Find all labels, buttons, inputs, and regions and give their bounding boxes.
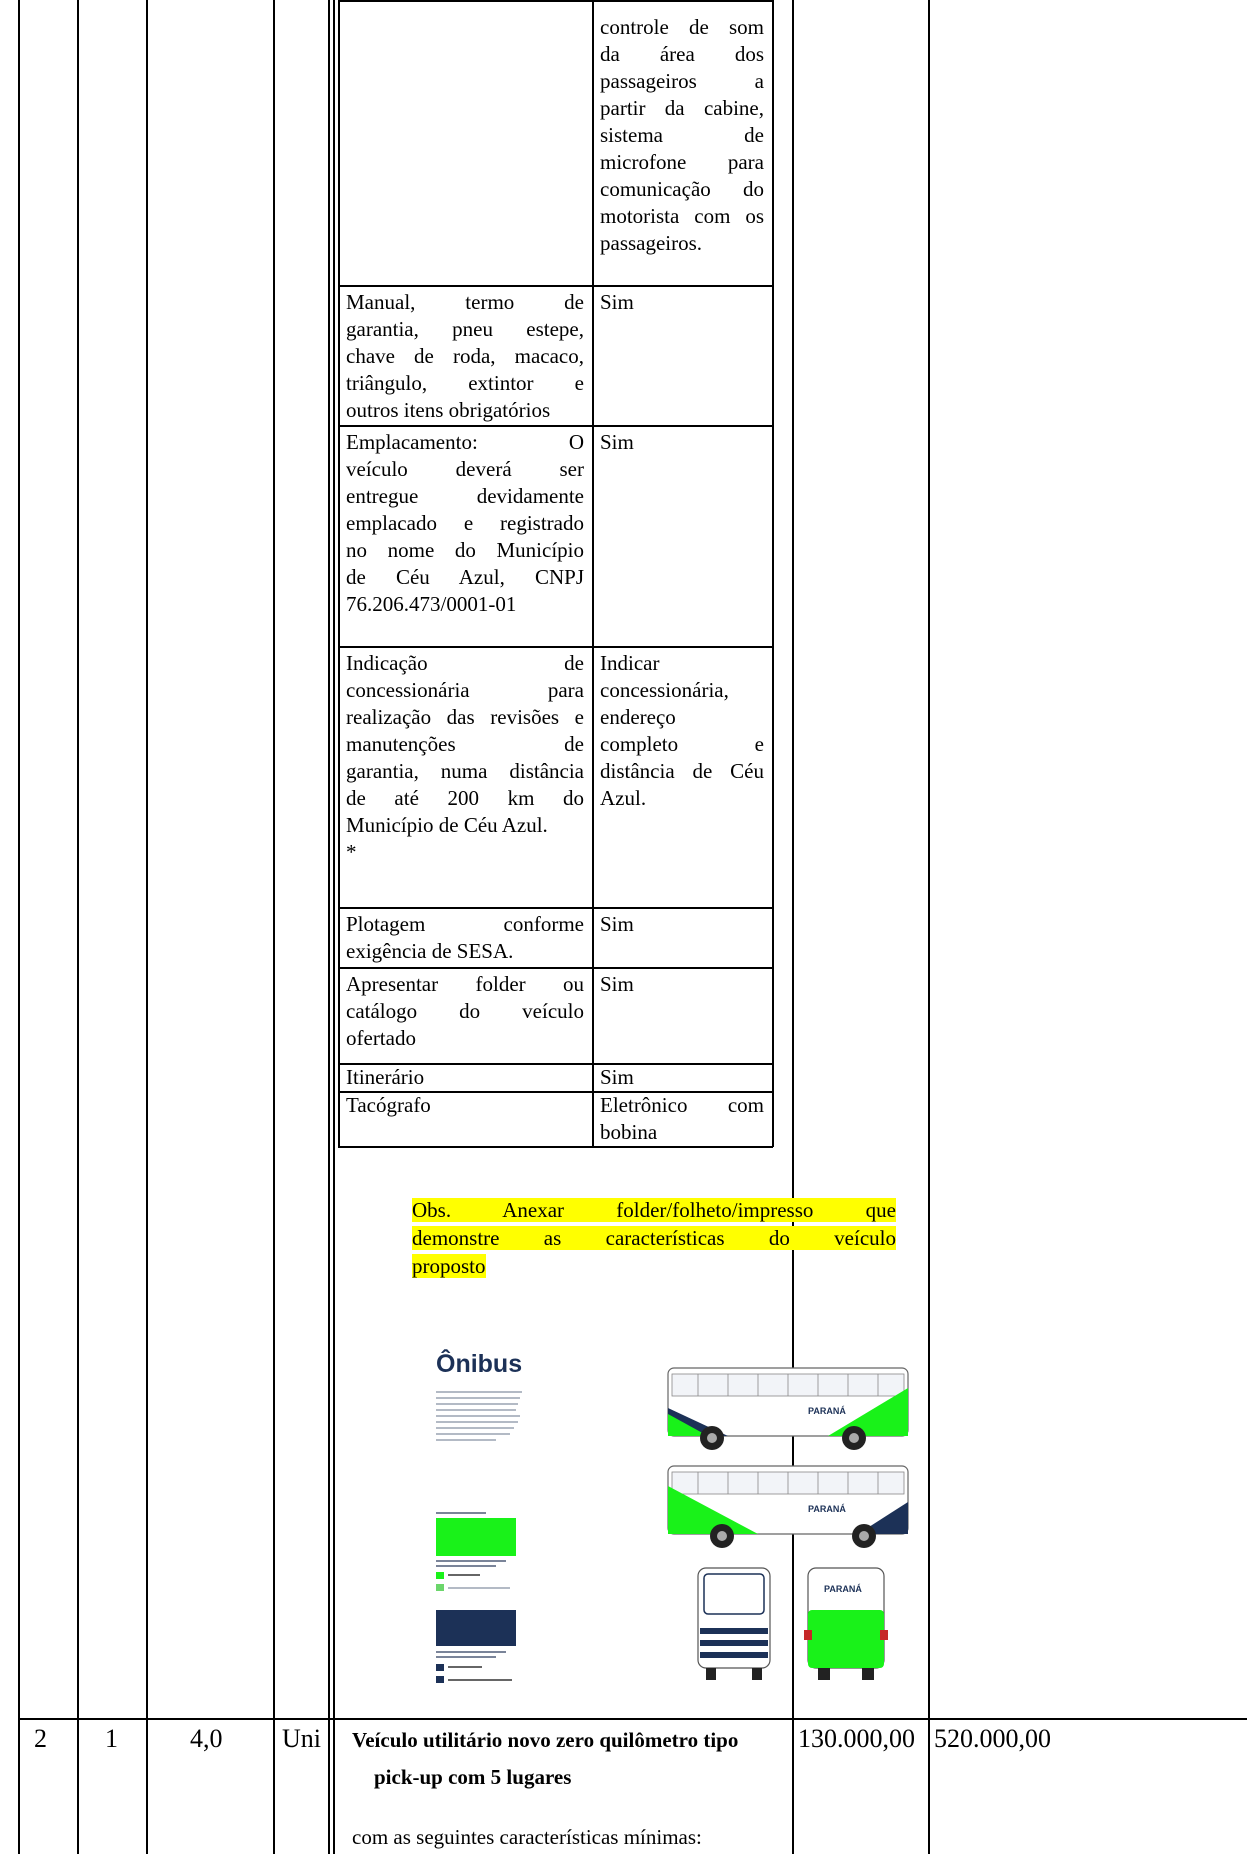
- spec-feature-line: Itinerário: [346, 1065, 425, 1089]
- spec-value-line: passageiros a: [600, 69, 764, 93]
- navy-swatch-small: [436, 1664, 444, 1671]
- col-divider-2: [146, 0, 148, 1854]
- spec-feature-line: no nome do Município: [346, 538, 584, 562]
- spec-value-cell: [600, 971, 764, 998]
- green-swatch-small: [436, 1584, 444, 1591]
- swatch-label-line: [436, 1651, 506, 1653]
- obs-line: proposto: [412, 1254, 486, 1278]
- row2-unit-price: 130.000,00: [798, 1724, 915, 1753]
- spec-value-line: bobina: [600, 1120, 658, 1144]
- spec-value-line: Eletrônico com: [600, 1093, 764, 1117]
- col-divider-6: [928, 0, 930, 1854]
- spec-row-sep: [338, 646, 773, 648]
- spec-feature-cell: [346, 429, 584, 618]
- navy-swatch: [436, 1610, 516, 1646]
- spec-value-cell: [600, 911, 764, 938]
- row2-description-subtitle: pick-up com 5 lugares: [374, 1765, 572, 1789]
- col-divider-4b: [333, 0, 335, 1854]
- figure-fine-print: [436, 1392, 522, 1440]
- spec-feature-line: Indicação de: [346, 651, 584, 675]
- row2-description-text: com as seguintes características mínimas:: [352, 1825, 702, 1849]
- spec-value-line: comunicação do: [600, 177, 764, 201]
- bus-brand-text: PARANÁ: [808, 1504, 846, 1514]
- col-divider-1: [77, 0, 79, 1854]
- spec-border-right: [772, 1036, 774, 1147]
- spec-col-divider: [592, 0, 594, 1036]
- row2-unit: Uni: [282, 1724, 321, 1753]
- spec-feature-line: outros itens obrigatórios: [346, 398, 551, 422]
- spec-feature-line: chave de roda, macaco,: [346, 344, 584, 368]
- row2-item-number: 2: [34, 1724, 47, 1753]
- spec-feature-cell: [346, 650, 584, 866]
- spec-value-line: Sim: [600, 430, 634, 454]
- col-divider-3: [273, 0, 275, 1854]
- spec-feature-line: de Céu Azul, CNPJ: [346, 565, 584, 589]
- spec-value-line: Sim: [600, 1065, 634, 1089]
- spec-col-divider: [592, 1036, 594, 1147]
- spec-value-line: Indicar: [600, 651, 660, 675]
- swatch-label-line: [436, 1512, 486, 1514]
- spec-row-sep: [338, 967, 773, 969]
- spec-value-line: Sim: [600, 290, 634, 314]
- spec-value-line: completo e: [600, 732, 764, 756]
- spec-feature-line: veículo deverá ser: [346, 457, 584, 481]
- spec-row-sep: [338, 425, 773, 427]
- spec-value-line: Sim: [600, 972, 634, 996]
- bus-front-view: [698, 1568, 770, 1680]
- spec-feature-line: triângulo, extintor e: [346, 371, 584, 395]
- spec-value-cell: [600, 429, 764, 456]
- spec-value-line: da área dos: [600, 42, 764, 66]
- obs-note: [412, 1196, 896, 1280]
- spec-value-cell: [600, 1092, 764, 1146]
- spec-feature-cell: [346, 971, 584, 1052]
- green-swatch: [436, 1518, 516, 1556]
- figure-title: Ônibus: [436, 1350, 523, 1378]
- col-divider-4a: [328, 0, 330, 1854]
- spec-feature-line: entregue devidamente: [346, 484, 584, 508]
- spec-feature-cell: [346, 1064, 584, 1091]
- spec-value-cell: [600, 1064, 764, 1091]
- swatch-label-line: [436, 1560, 506, 1562]
- spec-value-line: Azul.: [600, 786, 647, 810]
- bus-side-view-left: [668, 1368, 908, 1450]
- spec-feature-cell: [346, 289, 584, 424]
- spec-feature-line: catálogo do veículo: [346, 999, 584, 1023]
- spec-value-line: controle de som: [600, 15, 764, 39]
- spec-value-line: concessionária,: [600, 678, 729, 702]
- spec-feature-line: Município de Céu Azul.: [346, 813, 548, 837]
- spec-value-cell: [600, 650, 764, 812]
- spec-feature-line: garantia, pneu estepe,: [346, 317, 584, 341]
- spec-value-cell: [600, 289, 764, 316]
- spec-feature-line: garantia, numa distância: [346, 759, 584, 783]
- row2-lote: 1: [105, 1724, 118, 1753]
- spec-value-line: motorista com os: [600, 204, 764, 228]
- row-separator: [18, 1718, 1247, 1720]
- spec-value-line: partir da cabine,: [600, 96, 764, 120]
- spec-value-cell: [600, 14, 764, 257]
- spec-feature-line: realização das revisões e: [346, 705, 584, 729]
- spec-feature-line: concessionária para: [346, 678, 584, 702]
- spec-border-left: [338, 0, 340, 1036]
- navy-swatch-small: [436, 1676, 444, 1683]
- spec-feature-line: exigência de SESA.: [346, 939, 514, 963]
- spec-feature-line: emplacado e registrado: [346, 511, 584, 535]
- spec-bottom-border: [338, 1146, 773, 1148]
- spec-value-line: Sim: [600, 912, 634, 936]
- obs-line: Obs. Anexar folder/folheto/impresso que: [412, 1198, 896, 1222]
- spec-feature-line: de até 200 km do: [346, 786, 584, 810]
- spec-row-sep: [338, 907, 773, 909]
- spec-feature-line: manutenções de: [346, 732, 584, 756]
- spec-row-sep: [338, 285, 773, 287]
- spec-value-line: microfone para: [600, 150, 764, 174]
- spec-value-line: distância de Céu: [600, 759, 764, 783]
- spec-feature-line: Tacógrafo: [346, 1093, 431, 1117]
- spec-feature-line: Apresentar folder ou: [346, 972, 584, 996]
- spec-value-line: endereço: [600, 705, 676, 729]
- spec-value-line: passageiros.: [600, 231, 703, 255]
- spec-feature-cell: [346, 911, 584, 965]
- row2-description-title: Veículo utilitário novo zero quilômetro tipo: [352, 1728, 739, 1752]
- spec-value-line: sistema de: [600, 123, 764, 147]
- green-swatch-small: [436, 1572, 444, 1579]
- spec-feature-line: *: [346, 840, 357, 864]
- spec-feature-line: ofertado: [346, 1026, 416, 1050]
- spec-feature-line: Manual, termo de: [346, 290, 584, 314]
- spec-border-right: [772, 0, 774, 1036]
- bus-brand-text: PARANÁ: [808, 1406, 846, 1416]
- bus-rear-view: [804, 1568, 888, 1680]
- spec-top-border: [338, 0, 772, 2]
- obs-line: demonstre as características do veículo: [412, 1226, 896, 1250]
- bus-side-view-right: [668, 1466, 908, 1548]
- row2-total: 520.000,00: [934, 1724, 1051, 1753]
- swatch-label-line: [436, 1565, 496, 1567]
- bus-plotting-figure: [430, 1348, 920, 1688]
- row2-quantity: 4,0: [190, 1724, 223, 1753]
- bus-brand-text: PARANÁ: [824, 1584, 862, 1594]
- spec-feature-line: 76.206.473/0001-01: [346, 592, 517, 616]
- spec-feature-line: Plotagem conforme: [346, 912, 584, 936]
- spec-feature-cell: [346, 1092, 584, 1119]
- swatch-label-line: [436, 1656, 496, 1658]
- spec-feature-line: Emplacamento: O: [346, 430, 584, 454]
- table-border-left: [18, 0, 20, 1854]
- spec-border-left: [338, 1036, 340, 1147]
